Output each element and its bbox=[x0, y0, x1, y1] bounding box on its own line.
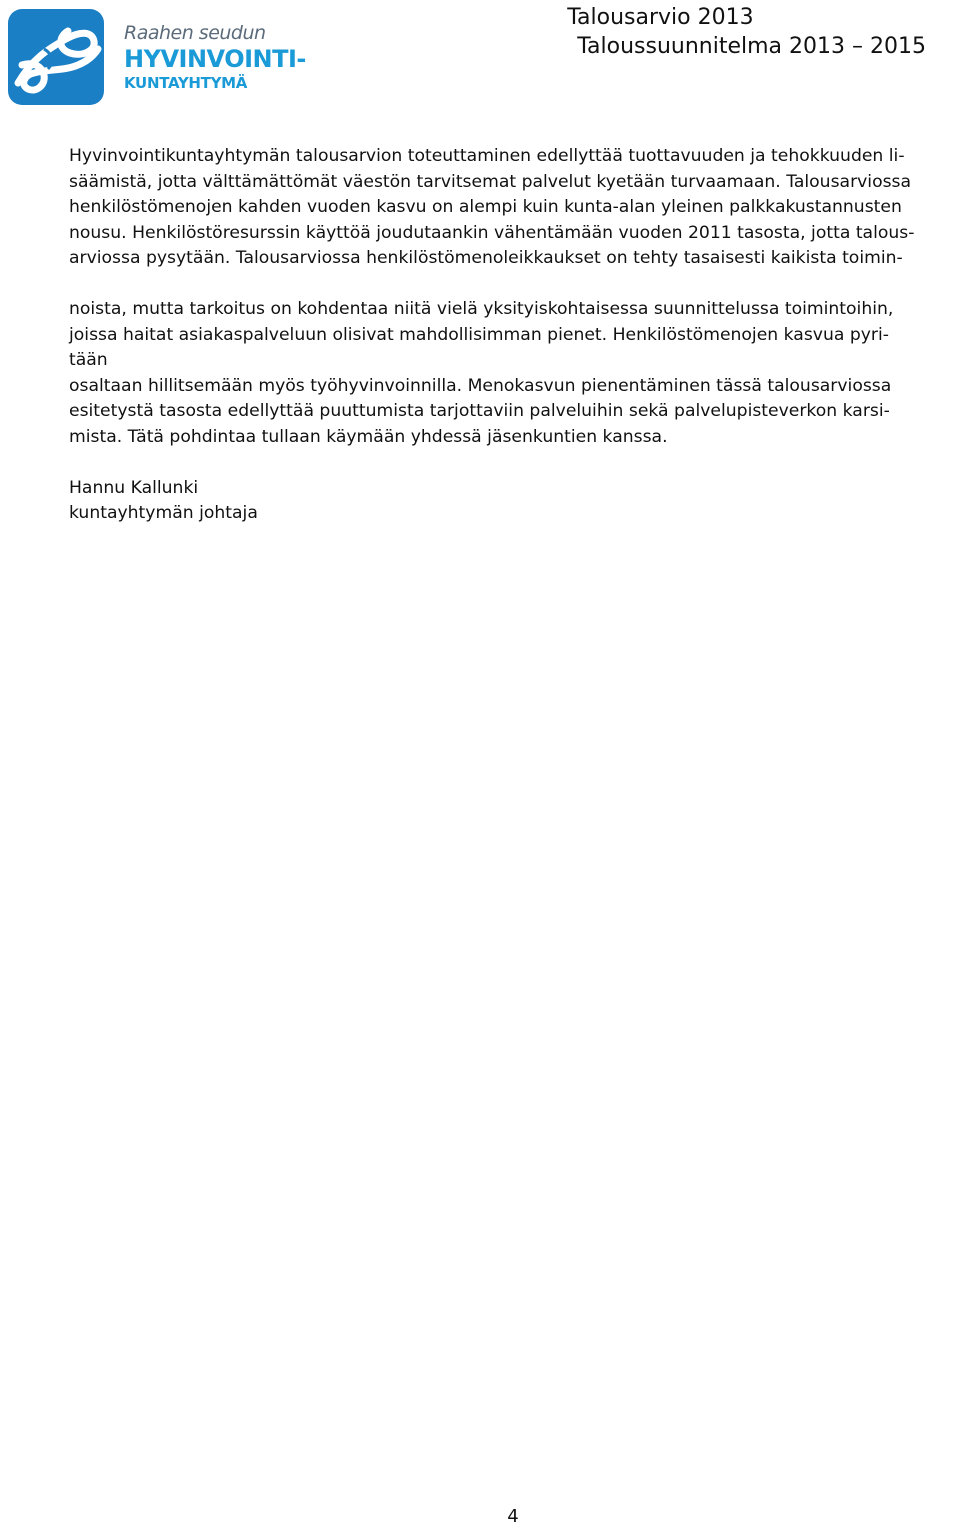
financial-plan-title: Taloussuunnitelma 2013 – 2015 bbox=[577, 34, 926, 59]
text-line: noista, mutta tarkoitus on kohdentaa niitä vielä yksityiskohtaisessa suunnittelussa toimintoihin, bbox=[69, 299, 894, 319]
text-line: esitetystä tasosta edellyttää puuttumista tarjottaviin palveluihin sekä palvelupisteverkon karsi- bbox=[69, 401, 890, 421]
page-number: 4 bbox=[507, 1506, 519, 1527]
text-line: arviossa pysytään. Talousarviossa henkilöstömenoleikkaukset on tehty tasaisesti kaikista toimin- bbox=[69, 248, 903, 268]
document-body bbox=[69, 144, 959, 527]
signature-block bbox=[69, 476, 959, 527]
text-line: osaltaan hillitsemään myös työhyvinvoinnilla. Menokasvun pienentäminen tässä talousarviossa bbox=[69, 375, 892, 396]
logo-line-region: Raahen seudun bbox=[124, 22, 266, 44]
signature-name: Hannu Kallunki bbox=[69, 477, 199, 498]
text-line: Hyvinvointikuntayhtymän talousarvion toteuttaminen edellyttää tuottavuuden ja tehokkuuden li- bbox=[69, 146, 905, 166]
text-line: säämistä, jotta välttämättömät väestön tarvitsemat palvelut kyetään turvaamaan. Talousarviossa bbox=[69, 171, 912, 192]
organization-logo bbox=[8, 9, 348, 109]
paragraph-gap bbox=[69, 450, 959, 476]
logo-line-name: HYVINVOINTI- bbox=[124, 45, 306, 73]
text-line: mista. Tätä pohdintaa tullaan käymään yhdessä jäsenkuntien kanssa. bbox=[69, 426, 668, 447]
document-titles bbox=[567, 4, 926, 62]
paragraph-gap bbox=[69, 272, 959, 298]
logo-line-type: KUNTAYHTYMÄ bbox=[124, 74, 248, 92]
paragraph-1 bbox=[69, 144, 959, 272]
text-line: nousu. Henkilöstöresurssin käyttöä joudutaankin vähentämään vuoden 2011 tasosta, jotta talous- bbox=[69, 222, 915, 243]
knot-rope-logo-icon bbox=[8, 9, 104, 105]
budget-title: Talousarvio 2013 bbox=[567, 5, 754, 30]
paragraph-2 bbox=[69, 297, 959, 450]
page-header bbox=[0, 0, 960, 120]
text-line: joissa haitat asiakaspalveluun olisivat mahdollisimman pienet. Henkilöstömenojen kasvua pyri- bbox=[69, 324, 889, 345]
logo-wordmark bbox=[124, 21, 354, 93]
text-line: tään bbox=[69, 350, 108, 370]
text-line: henkilöstömenojen kahden vuoden kasvu on alempi kuin kunta-alan yleinen palkkakustannusten bbox=[69, 197, 902, 217]
signature-title: kuntayhtymän johtaja bbox=[69, 503, 258, 523]
